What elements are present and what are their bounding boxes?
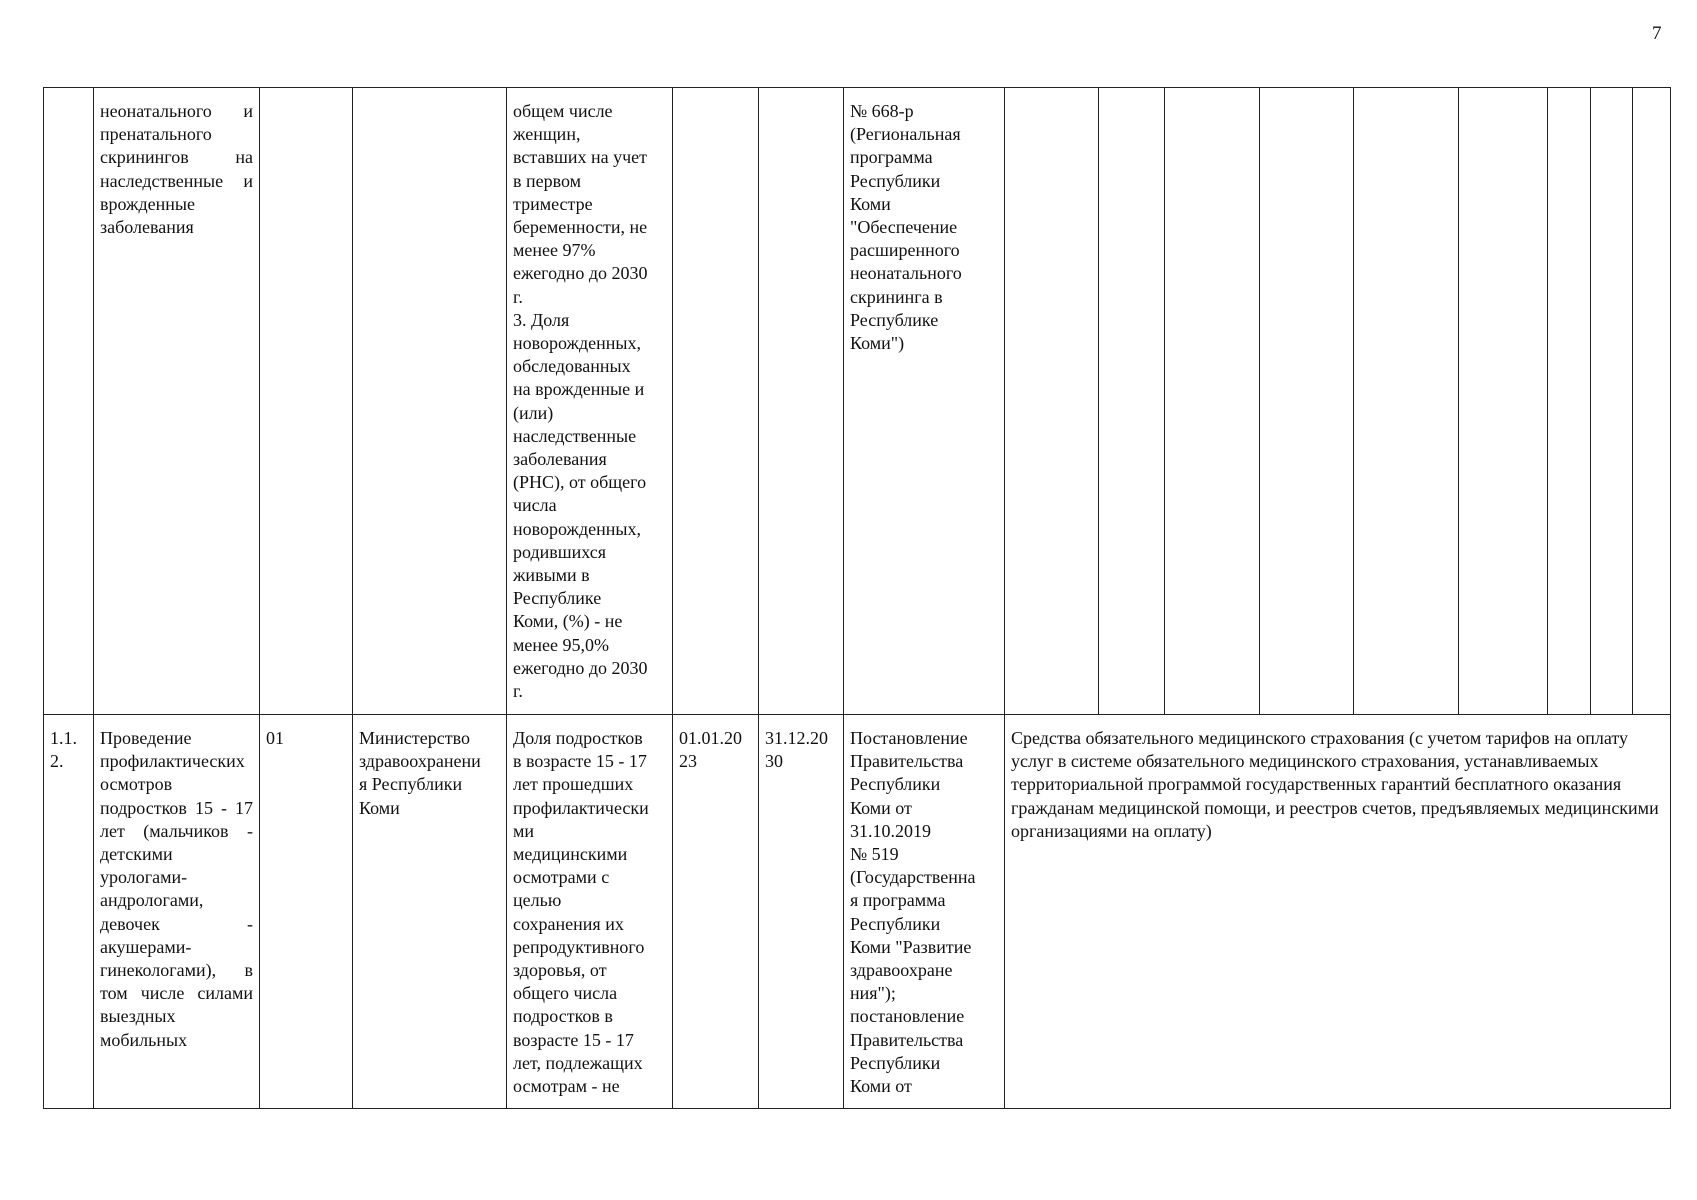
cell-funding-2: [1099, 88, 1165, 715]
cell-funding-source: Средства обязательного медицинского страхования (с учетом тарифов на оплату услуг в системе обязательного медицинского страхования, устанавливаемых территориальной программой государственных гарантий бесплатного оказания гражданам медицинской помощи, и реестров счетов, предъявляемых медицинскими организациями на оплату): [1005, 715, 1671, 1109]
cell-executor: Министерство здравоохранени я Республики Коми: [353, 715, 507, 1109]
cell-end-date: 31.12.20 30: [759, 715, 844, 1109]
cell-funding-7: [1548, 88, 1591, 715]
measures-table: [43, 87, 1671, 1109]
cell-funding-6: [1459, 88, 1548, 715]
cell-legal-basis: Постановление Правительства Республики Коми от 31.10.2019 № 519 (Государственна я программа Республики Коми "Развитие здравоохране ния"); постановление Правительства Республики Коми от: [844, 715, 1005, 1109]
cell-funding-5: [1354, 88, 1459, 715]
cell-number: [44, 88, 94, 715]
cell-legal-basis: № 668-р (Региональная программа Республики Коми "Обеспечение расширенного неонатального скрининга в Республике Коми"): [844, 88, 1005, 715]
table-row: [44, 88, 1671, 715]
cell-measure-name: неонатального и пренатального скринингов на наследственные и врожденные заболевания: [94, 88, 260, 715]
cell-executor: [353, 88, 507, 715]
cell-funding-1: [1005, 88, 1099, 715]
cell-start-date: [673, 88, 759, 715]
cell-end-date: [759, 88, 844, 715]
cell-funding-9: [1633, 88, 1671, 715]
cell-start-date: 01.01.20 23: [673, 715, 759, 1109]
cell-funding-4: [1260, 88, 1354, 715]
cell-measure-name: Проведение профилактических осмотров подростков 15 - 17 лет (мальчиков - детскими урологами-андрологами, девочек - акушерами-гинекологами), в том числе силами выездных мобильных: [94, 715, 260, 1109]
cell-funding-8: [1591, 88, 1633, 715]
cell-indicator: общем числе женщин, вставших на учет в первом триместре беременности, не менее 97% ежегодно до 2030 г. 3. Доля новорожденных, обследованных на врожденные и (или) наследственные заболевания (РНС), от общего числа новорожденных, родившихся живыми в Республике Коми, (%) - не менее 95,0% ежегодно до 2030 г.: [507, 88, 673, 715]
cell-funding-3: [1165, 88, 1260, 715]
cell-indicator: Доля подростков в возрасте 15 - 17 лет прошедших профилактически ми медицинскими осмотрами с целью сохранения их репродуктивного здоровья, от общего числа подростков в возрасте 15 - 17 лет, подлежащих осмотрам - не: [507, 715, 673, 1109]
cell-number: 1.1. 2.: [44, 715, 94, 1109]
cell-code: [260, 88, 353, 715]
page-number: 7: [1652, 23, 1662, 44]
table-row: [44, 715, 1671, 1109]
cell-code: 01: [260, 715, 353, 1109]
